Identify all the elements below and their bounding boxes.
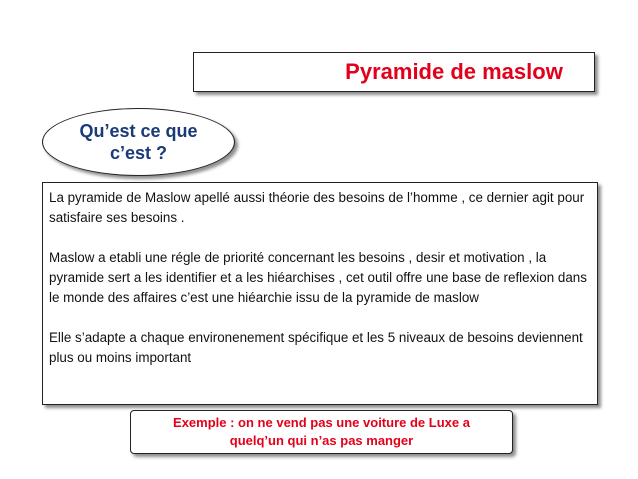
example-text: Exemple : on ne vend pas une voiture de Luxe a quelq’un qui n’as pas manger: [173, 415, 470, 448]
paragraph-priority: Maslow a etabli une régle de priorité concernant les besoins , desir et motivation , la pyramide sert a les identifier et a les hiéarchises , cet outil offre une base de reflexion dans le monde des affaires c’est une hiéarchie issu de la pyramide de maslow: [49, 250, 587, 305]
question-oval: [42, 108, 235, 176]
slide-title: Pyramide de maslow: [345, 59, 563, 84]
content-box: [42, 182, 598, 405]
paragraph-adaptation: Elle s’adapte a chaque environenement spécifique et les 5 niveaux de besoins deviennent plus ou moins important: [49, 330, 583, 365]
example-box: [130, 410, 513, 454]
paragraph-definition: La pyramide de Maslow apellé aussi théorie des besoins de l’homme , ce dernier agit pour satisfaire ses besoins .: [49, 190, 585, 225]
question-label: Qu’est ce que c’est ?: [79, 121, 198, 163]
title-box: [193, 52, 595, 92]
